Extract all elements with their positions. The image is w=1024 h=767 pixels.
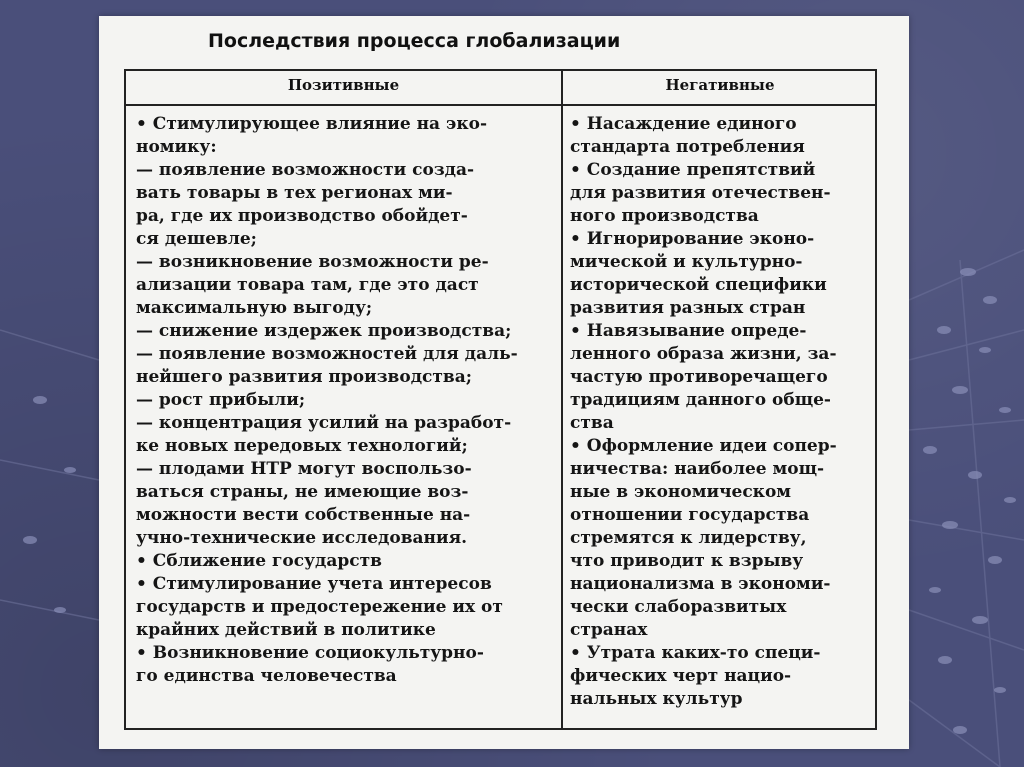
negative-line: • Игнорирование эконо-	[570, 229, 815, 249]
negative-line: ного производства	[570, 206, 759, 226]
negative-line: • Насаждение единого	[570, 114, 797, 134]
negative-line: исторической специфики	[570, 275, 827, 295]
positive-line: ра, где их производство обойдет-	[136, 206, 468, 226]
negative-line: развития разных стран	[570, 298, 806, 318]
negative-line: что приводит к взрыву	[570, 551, 804, 571]
positive-line: • Сближение государств	[136, 551, 382, 571]
negative-line: частую противоречащего	[570, 367, 828, 387]
positive-line: — рост прибыли;	[136, 390, 306, 410]
positive-line: номику:	[136, 137, 217, 157]
positive-line: вать товары в тех регионах ми-	[136, 183, 453, 203]
negative-line: ничества: наиболее мощ-	[570, 459, 825, 479]
positive-line: ке новых передовых технологий;	[136, 436, 468, 456]
consequences-table	[124, 69, 877, 730]
negative-line: • Навязывание опреде-	[570, 321, 807, 341]
negative-line: стремятся к лидерству,	[570, 528, 807, 548]
negative-line: ства	[570, 413, 614, 433]
positive-line: максимальную выгоду;	[136, 298, 373, 318]
positive-line: — концентрация усилий на разработ-	[136, 413, 512, 433]
negative-line: ленного образа жизни, за-	[570, 344, 837, 364]
negative-column	[570, 113, 872, 711]
positive-line: — возникновение возможности ре-	[136, 252, 489, 272]
positive-line: ваться страны, не имеющие воз-	[136, 482, 469, 502]
positive-line: — появление возможности созда-	[136, 160, 475, 180]
column-header-negative: Негативные	[665, 76, 775, 94]
negative-line: стандарта потребления	[570, 137, 805, 157]
negative-line: ные в экономическом	[570, 482, 792, 502]
positive-line: — снижение издержек производства;	[136, 321, 512, 341]
column-divider	[561, 71, 563, 728]
negative-line: отношении государства	[570, 505, 810, 525]
negative-line: мической и культурно-	[570, 252, 803, 272]
positive-line: учно-технические исследования.	[136, 528, 468, 548]
negative-line: фических черт нацио-	[570, 666, 792, 686]
positive-line: крайних действий в политике	[136, 620, 436, 640]
positive-line: • Возникновение социокультурно-	[136, 643, 484, 663]
positive-line: ся дешевле;	[136, 229, 257, 249]
positive-line: го единства человечества	[136, 666, 397, 686]
positive-line: • Стимулирование учета интересов	[136, 574, 492, 594]
positive-line: можности вести собственные на-	[136, 505, 471, 525]
page-title: Последствия процесса глобализации	[208, 30, 621, 52]
positive-line: — появление возможностей для даль-	[136, 344, 518, 364]
negative-line: • Оформление идеи сопер-	[570, 436, 837, 456]
positive-line: нейшего развития производства;	[136, 367, 473, 387]
negative-line: • Утрата каких-то специ-	[570, 643, 821, 663]
positive-line: — плодами НТР могут воспользо-	[136, 459, 472, 479]
negative-line: • Создание препятствий	[570, 160, 816, 180]
negative-line: странах	[570, 620, 648, 640]
positive-line: ализации товара там, где это даст	[136, 275, 479, 295]
header-divider	[126, 104, 875, 106]
positive-line: • Стимулирующее влияние на эко-	[136, 114, 487, 134]
negative-line: национализма в экономи-	[570, 574, 831, 594]
column-header-positive: Позитивные	[287, 76, 400, 94]
negative-line: чески слаборазвитых	[570, 597, 787, 617]
positive-line: государств и предостережение их от	[136, 597, 503, 617]
negative-line: традициям данного обще-	[570, 390, 831, 410]
positive-column	[136, 113, 556, 688]
negative-line: для развития отечествен-	[570, 183, 831, 203]
negative-line: нальных культур	[570, 689, 743, 709]
